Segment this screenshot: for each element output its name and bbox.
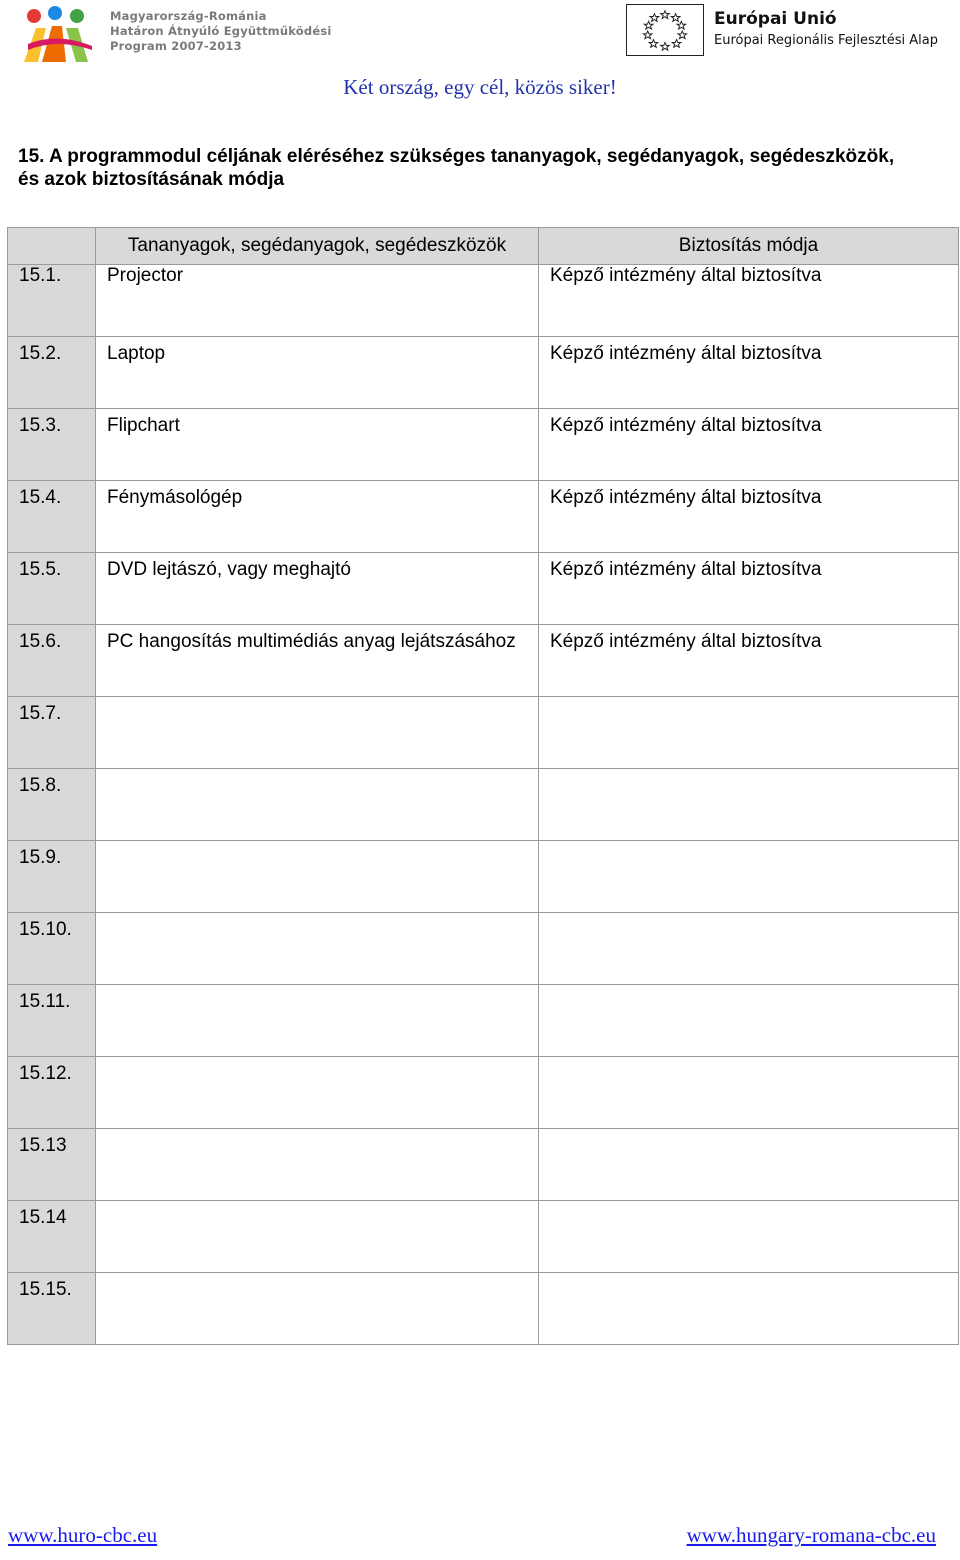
eu-flag-icon	[626, 4, 704, 56]
table-row	[8, 625, 959, 697]
row-provision	[539, 1129, 959, 1201]
table-body	[8, 265, 959, 1345]
row-item	[96, 1273, 539, 1345]
table-row	[8, 337, 959, 409]
row-number: 15.8.	[8, 769, 96, 841]
table-row	[8, 913, 959, 985]
eu-title: Európai Unió	[714, 9, 837, 29]
table-row	[8, 1273, 959, 1345]
row-number: 15.5.	[8, 553, 96, 625]
row-provision	[539, 985, 959, 1057]
row-number: 15.13	[8, 1129, 96, 1201]
footer-link-huro[interactable]: www.huro-cbc.eu	[8, 1523, 158, 1547]
table-row	[8, 265, 959, 337]
row-provision	[539, 697, 959, 769]
row-provision	[539, 1273, 959, 1345]
motto: Két ország, egy cél, közös siker!	[343, 75, 617, 99]
row-provision: Képző intézmény által biztosítva	[539, 625, 959, 697]
row-number: 15.11.	[8, 985, 96, 1057]
row-item	[96, 985, 539, 1057]
row-item: PC hangosítás multimédiás anyag lejátszásához	[96, 625, 539, 697]
row-item	[96, 1057, 539, 1129]
row-provision	[539, 1057, 959, 1129]
row-provision	[539, 913, 959, 985]
row-item: Flipchart	[96, 409, 539, 481]
row-number: 15.7.	[8, 697, 96, 769]
row-item: Fénymásológép	[96, 481, 539, 553]
table-row	[8, 769, 959, 841]
row-item	[96, 1129, 539, 1201]
header-number	[8, 228, 96, 265]
table-row	[8, 1129, 959, 1201]
row-item	[96, 697, 539, 769]
table-row	[8, 841, 959, 913]
program-logo-line-3: Program 2007-2013	[110, 39, 242, 53]
row-provision: Képző intézmény által biztosítva	[539, 337, 959, 409]
table-header-row	[8, 228, 959, 265]
table-row	[8, 409, 959, 481]
row-number: 15.3.	[8, 409, 96, 481]
row-number: 15.6.	[8, 625, 96, 697]
row-provision	[539, 1201, 959, 1273]
table-row	[8, 1057, 959, 1129]
row-provision: Képző intézmény által biztosítva	[539, 481, 959, 553]
row-number: 15.14	[8, 1201, 96, 1273]
row-item	[96, 1201, 539, 1273]
row-number: 15.2.	[8, 337, 96, 409]
row-number: 15.15.	[8, 1273, 96, 1345]
row-number: 15.12.	[8, 1057, 96, 1129]
row-provision: Képző intézmény által biztosítva	[539, 553, 959, 625]
row-provision: Képző intézmény által biztosítva	[539, 265, 959, 337]
table-row	[8, 553, 959, 625]
footer-link-hungary-romania[interactable]: www.hungary-romana-cbc.eu	[686, 1523, 936, 1547]
program-logo-icon	[22, 4, 102, 64]
row-number: 15.4.	[8, 481, 96, 553]
program-logo-line-2: Határon Átnyúló Együttműködési	[110, 24, 332, 38]
table-row	[8, 1201, 959, 1273]
page-header	[0, 0, 960, 70]
section-title: 15. A programmodul céljának eléréséhez szükséges tananyagok, segédanyagok, segédeszközök, és azok biztosításának módja	[18, 146, 895, 190]
row-number: 15.10.	[8, 913, 96, 985]
program-logo-text	[110, 9, 332, 54]
row-provision	[539, 841, 959, 913]
table-row	[8, 985, 959, 1057]
row-item: DVD lejtászó, vagy meghajtó	[96, 553, 539, 625]
eu-subtitle: Európai Regionális Fejlesztési Alap	[714, 33, 938, 48]
table-row	[8, 697, 959, 769]
table-row	[8, 481, 959, 553]
row-number: 15.1.	[8, 265, 96, 337]
row-item	[96, 913, 539, 985]
row-item: Projector	[96, 265, 539, 337]
row-provision	[539, 769, 959, 841]
row-item: Laptop	[96, 337, 539, 409]
resources-table	[7, 227, 959, 1345]
program-logo-line-1: Magyarország-Románia	[110, 9, 267, 23]
row-number: 15.9.	[8, 841, 96, 913]
row-provision: Képző intézmény által biztosítva	[539, 409, 959, 481]
row-item	[96, 769, 539, 841]
header-provision: Biztosítás módja	[539, 228, 959, 265]
header-item: Tananyagok, segédanyagok, segédeszközök	[96, 228, 539, 265]
row-item	[96, 841, 539, 913]
